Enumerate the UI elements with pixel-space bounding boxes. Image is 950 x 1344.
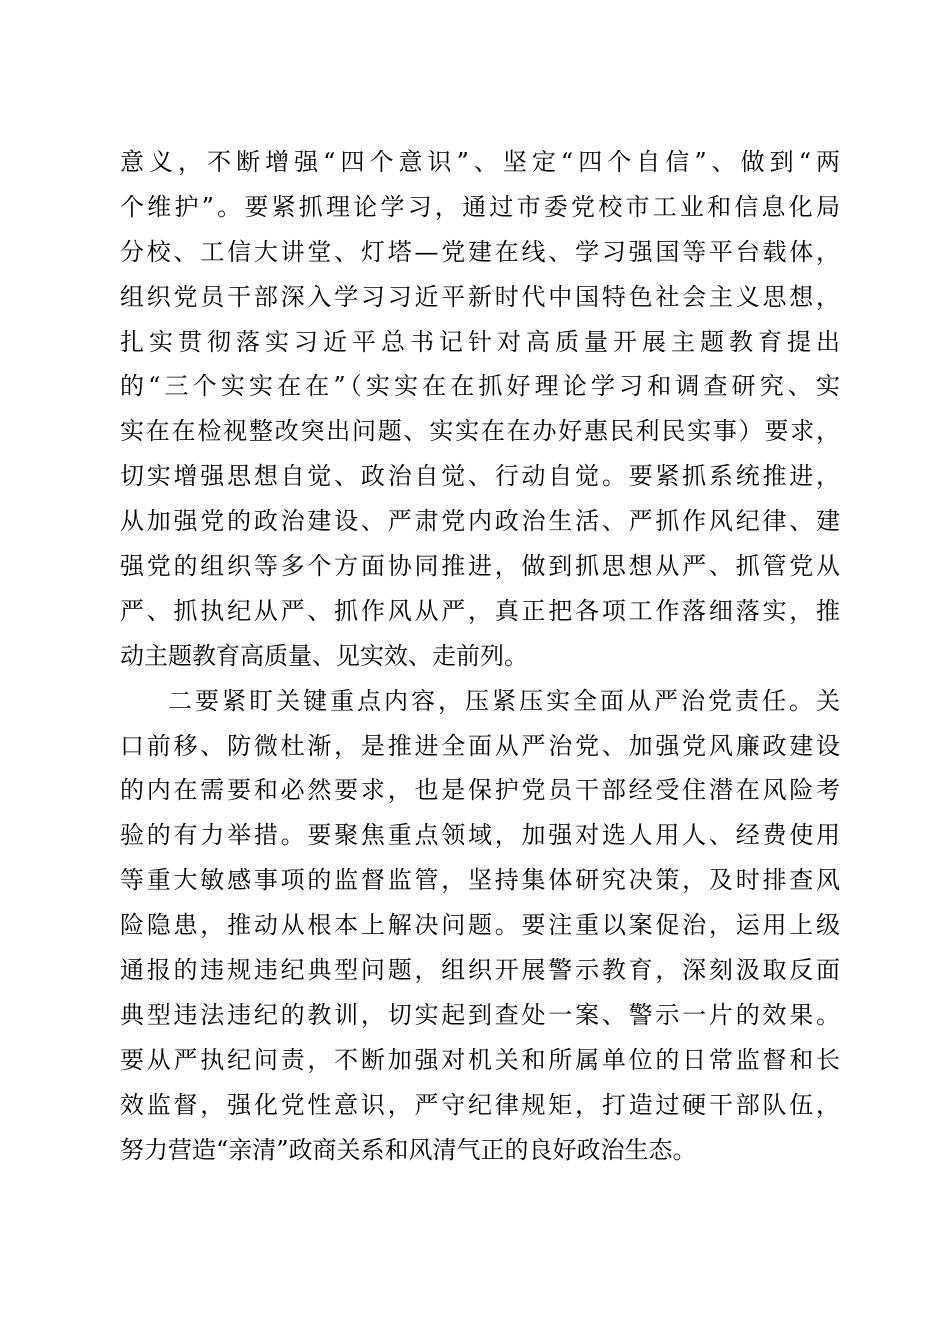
text-line: 效监督，强化党性意识，严守纪律规矩，打造过硬干部队伍，: [120, 1090, 840, 1119]
text-line: 的内在需要和必然要求，也是保护党员干部经受住潜在风险考: [120, 776, 840, 805]
text-line: 组织党员干部深入学习习近平新时代中国特色社会主义思想，: [120, 282, 840, 311]
text-line: 意义，不断增强“四个意识”、坚定“四个自信”、做到“两: [120, 148, 840, 176]
text-line: 险隐患，推动从根本上解决问题。要注重以案促治，运用上级: [120, 911, 840, 940]
paragraph-first-line: 二要紧盯关键重点内容，压紧压实全面从严治党责任。关: [168, 686, 840, 715]
text-line: 口前移、防微杜渐，是推进全面从严治党、加强党风廉政建设: [120, 731, 840, 760]
text-line: 典型违法违纪的教训，切实起到查处一案、警示一片的效果。: [120, 1000, 840, 1029]
text-line: 实在在检视整改突出问题、实实在在办好惠民利民实事）要求，: [120, 417, 840, 446]
text-line: 要从严执纪问责，不断加强对机关和所属单位的日常监督和长: [120, 1045, 840, 1074]
body-text: [120, 140, 840, 1172]
text-line: 的“三个实实在在”（实实在在抓好理论学习和调查研究、实: [120, 372, 840, 401]
text-line: 努力营造“亲清”政商关系和风清气正的良好政治生态。: [120, 1135, 697, 1164]
text-line: 验的有力举措。要聚焦重点领域，加强对选人用人、经费使用: [120, 821, 840, 850]
text-line: 严、抓执纪从严、抓作风从严，真正把各项工作落细落实，推: [120, 596, 840, 625]
text-line: 动主题教育高质量、见实效、走前列。: [120, 641, 528, 670]
text-line: 强党的组织等多个方面协同推进，做到抓思想从严、抓管党从: [120, 552, 840, 581]
text-line: 从加强党的政治建设、严肃党内政治生活、严抓作风纪律、建: [120, 507, 840, 536]
text-line: 等重大敏感事项的监督监管，坚持集体研究决策，及时排查风: [120, 866, 840, 895]
text-line: 分校、工信大讲堂、灯塔—党建在线、学习强国等平台载体，: [120, 237, 840, 266]
text-line: 通报的违规违纪典型问题，组织开展警示教育，深刻汲取反面: [120, 956, 840, 985]
text-line: 扎实贯彻落实习近平总书记针对高质量开展主题教育提出: [120, 327, 840, 356]
text-line: 个维护”。要紧抓理论学习，通过市委党校市工业和信息化局: [120, 192, 840, 221]
text-line: 切实增强思想自觉、政治自觉、行动自觉。要紧抓系统推进，: [120, 462, 840, 491]
